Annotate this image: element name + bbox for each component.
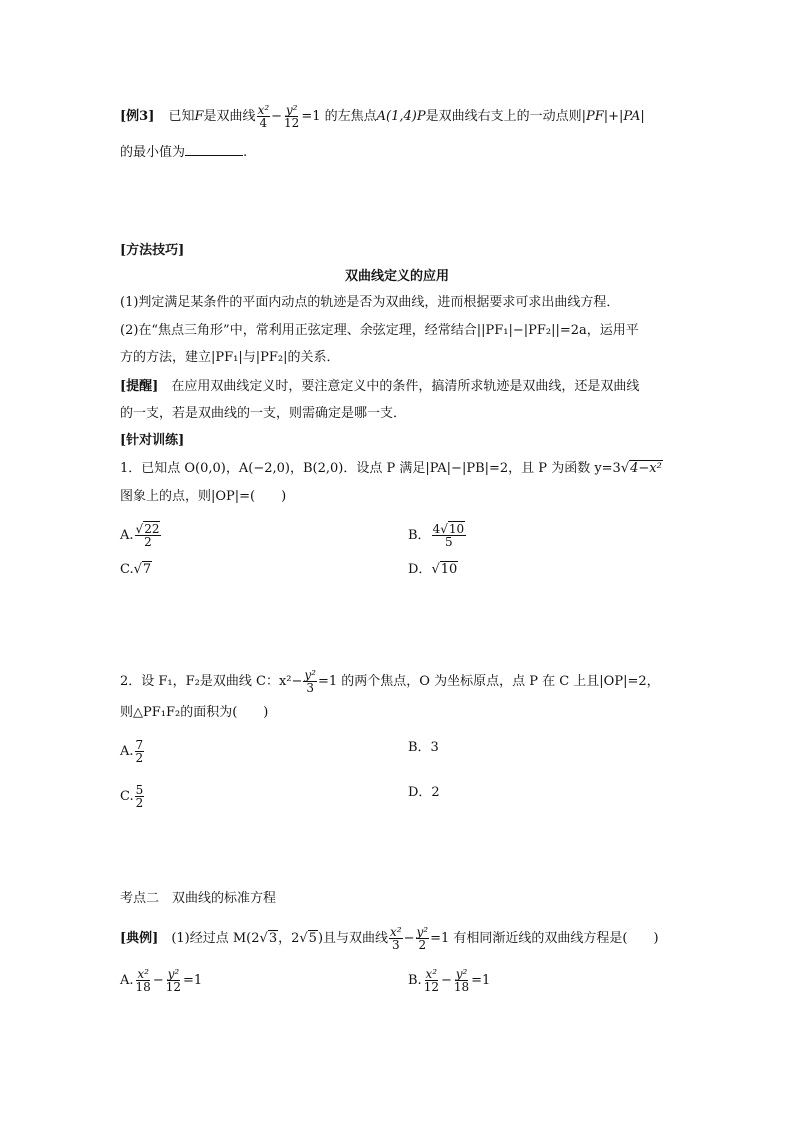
tip-label: [提醒] bbox=[120, 379, 159, 394]
example3-F: F bbox=[194, 109, 204, 124]
example3-text-6: | bbox=[640, 109, 645, 124]
example3-line2-end: . bbox=[243, 145, 248, 160]
tip-text-a: 在应用双曲线定义时，要注意定义中的条件，搞清所求轨迹是双曲线，还是双曲线 bbox=[158, 379, 640, 394]
example3-text-1: 已知 bbox=[168, 109, 195, 124]
example3-tag: [例3] bbox=[120, 109, 155, 124]
method-item1: (1)判定满足某条件的平面内动点的轨迹是否为双曲线，进而根据要求可求出曲线方程． bbox=[120, 295, 620, 310]
section2-example-tag: [典例] bbox=[120, 931, 159, 946]
q1-stem-line2: 图象上的点，则|OP|=( ) bbox=[120, 489, 287, 504]
section2-example-stem: [典例] (1)经过点 M(2√3，2√5)且与双曲线 $\frac{\text{x²}}{3}$ − $\frac{\text{y²}}{2}$ =1 有相同渐近线的双曲线方程是( ) bbox=[120, 925, 659, 952]
example3-frac-x: $\frac{\text{x²}}{4}$ bbox=[257, 103, 270, 130]
q1-sqrt: √4−x² bbox=[620, 461, 662, 476]
method-tip-line2: 的一支，若是双曲线的一支，则需确定是哪一支． bbox=[120, 406, 407, 421]
example3-text-5: |+| bbox=[603, 109, 624, 124]
q2-stem-a1: 2．设 F₁，F₂是双曲线 C：x²− bbox=[120, 674, 303, 689]
q2-frac: $\frac{\text{y²}}{3}$ bbox=[304, 668, 316, 695]
q1-stem-a: 1．已知点 O(0,0)，A(−2,0)，B(2,0)．设点 P 满足|PA|−|PB|=2，且 P 为函数 y=3 bbox=[120, 461, 621, 476]
example3-PA: PA bbox=[623, 109, 641, 124]
q2-option-d[interactable]: D．2 bbox=[408, 785, 440, 800]
example3-line2 bbox=[120, 143, 247, 162]
example3-P: P bbox=[416, 109, 426, 124]
section2-title: 考点二 双曲线的标准方程 bbox=[120, 891, 277, 906]
method-tag: [方法技巧] bbox=[120, 243, 185, 258]
training-tag: [针对训练] bbox=[120, 433, 185, 448]
q1-stem-line1 bbox=[120, 460, 663, 478]
q1-option-b[interactable]: B． $\frac{4√10}{5}$ bbox=[408, 522, 465, 549]
example3-line2-text: 的最小值为 bbox=[120, 145, 186, 160]
example3-text-2: 是双曲线 bbox=[203, 109, 256, 124]
q2-stem-line2: 则△PF₁F₂的面积为( ) bbox=[120, 705, 269, 720]
q2-option-b[interactable]: B．3 bbox=[408, 740, 439, 755]
q2-option-c[interactable]: C. $\frac{5}{2}$ bbox=[120, 783, 144, 810]
q1-option-d[interactable]: D．√10 bbox=[408, 562, 458, 577]
q2-stem-a2: =1 的两个焦点，O 为坐标原点，点 P 在 C 上且|OP|=2， bbox=[317, 674, 660, 689]
section2-frac-x: $\frac{\text{x²}}{3}$ bbox=[390, 925, 402, 952]
example3-frac-y: $\frac{\text{y²}}{12}$ bbox=[284, 103, 300, 130]
q2-stem-line1 bbox=[120, 669, 660, 694]
q2-option-a[interactable]: A. $\frac{7}{2}$ bbox=[120, 738, 144, 765]
example3-text-4: 是双曲线右支上的一动点则| bbox=[425, 109, 586, 124]
section2-option-b[interactable]: B. $\frac{\text{x²}}{12}$ − $\frac{\text{y²}}{18}$ =1 bbox=[408, 967, 491, 994]
example3-text-3: =1 的左焦点 bbox=[301, 109, 377, 124]
method-title: 双曲线定义的应用 bbox=[344, 269, 449, 284]
example3-line1 bbox=[120, 104, 645, 129]
example3-PF: PF bbox=[585, 109, 604, 124]
example3-minus: − bbox=[271, 109, 283, 124]
q1-option-a[interactable]: A. $\frac{√22}{2}$ bbox=[120, 522, 160, 549]
example3-point-A: A(1,4) bbox=[376, 109, 417, 124]
section2-frac-y: $\frac{\text{y²}}{2}$ bbox=[416, 925, 429, 952]
section2-option-a[interactable]: A. $\frac{\text{x²}}{18}$ − $\frac{\text{y²}}{12}$ =1 bbox=[120, 967, 203, 994]
method-item2b: 方的方法，建立|PF₁|与|PF₂|的关系． bbox=[120, 350, 340, 365]
method-tip-line1 bbox=[120, 378, 639, 396]
answer-blank[interactable] bbox=[185, 143, 243, 156]
method-item2a: (2)在“焦点三角形”中，常利用正弦定理、余弦定理，经常结合||PF₁|−|PF₂||=2a，运用平 bbox=[120, 323, 639, 338]
q1-option-c[interactable]: C.√7 bbox=[120, 562, 152, 577]
